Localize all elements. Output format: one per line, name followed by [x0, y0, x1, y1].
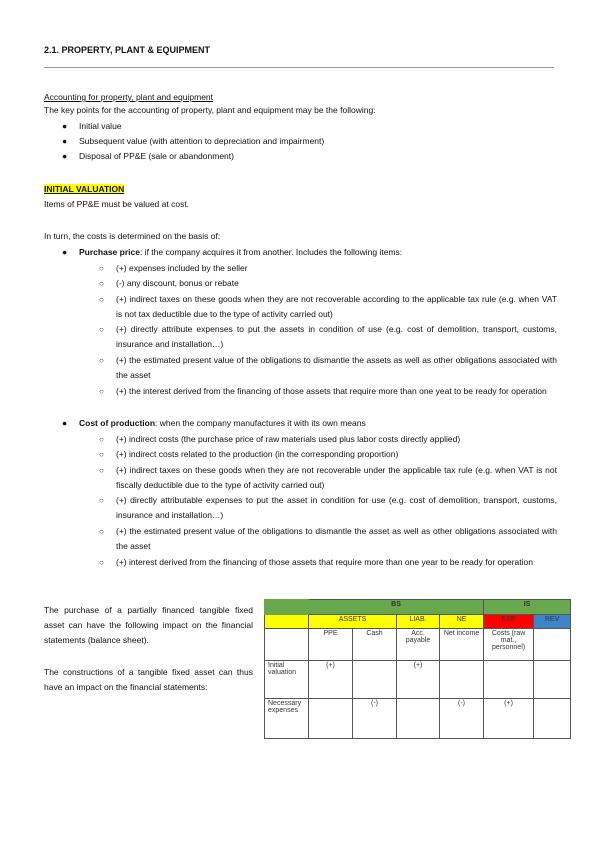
- purchase-price-label: Purchase price: [79, 247, 140, 257]
- col-ppe: PPE: [309, 629, 353, 661]
- list-item: ○ (+) the interest derived from the financing of those assets that require more than one yeat to be ready for operation: [99, 384, 557, 399]
- list-item: ○ (+) directly attribute expenses to put the assets in condition of use (e.g. cost of demolition, transport, customs, insurance and installation…): [99, 324, 557, 349]
- bullet-icon: ●: [62, 247, 68, 257]
- section-title: 2.1. PROPERTY, PLANT & EQUIPMENT: [44, 45, 211, 55]
- ne-header: NE: [440, 615, 484, 629]
- financial-impact-table: [264, 599, 571, 739]
- assets-header: ASSETS: [309, 615, 397, 629]
- list-item: ○ (+) the estimated present value of the obligations to dismantle the asset as well as other obligations associated with the asset: [99, 526, 557, 551]
- bullet-icon: ●: [62, 136, 68, 146]
- list-item: ○ (+) indirect costs related to the production (in the corresponding proportion): [99, 447, 557, 462]
- costs-basis: In turn, the costs is determined on the basis of:: [44, 231, 221, 241]
- list-item: ○ (+) indirect taxes on these goods when they are not recoverable according to the applicable tax rule (e.g. when VAT is not tax deductible due to the type of activity carried out): [99, 294, 557, 319]
- list-item: ○ (+) expenses included by the seller: [99, 261, 557, 276]
- side-text-purchase: The purchase of a partially financed tangible fixed asset can have the following impact on the financial statements (balance sheet).: [44, 605, 253, 645]
- cost-of-production-label: Cost of production: [79, 418, 156, 428]
- bs-header: BS: [309, 600, 484, 615]
- valued-at-cost: Items of PP&E must be valued at cost.: [44, 199, 190, 209]
- divider: [44, 67, 554, 68]
- list-item: ○ (-) any discount, bonus or rebate: [99, 276, 557, 291]
- list-item: ○ (+) indirect taxes on these goods when they are not recoverable under the applicable tax rule (e.g. when VAT is not fiscally deductible due to the type of activity carried out): [99, 465, 557, 490]
- row-label: Necessary expenses: [265, 699, 309, 739]
- circle-bullet-icon: ○: [99, 325, 104, 334]
- circle-bullet-icon: ○: [99, 558, 104, 567]
- circle-bullet-icon: ○: [99, 496, 104, 505]
- initial-valuation-heading: INITIAL VALUATION: [44, 184, 125, 194]
- circle-bullet-icon: ○: [99, 527, 104, 536]
- is-header: IS: [484, 600, 571, 615]
- circle-bullet-icon: ○: [99, 264, 104, 273]
- key-points-intro: The key points for the accounting of property, plant and equipment may be the following:: [44, 105, 376, 115]
- liab-header: LIAB.: [397, 615, 440, 629]
- bullet-icon: ●: [62, 418, 68, 428]
- table-row: Initial valuation (+) (+): [265, 661, 571, 699]
- col-net-income: Net income: [440, 629, 484, 661]
- row-label: Initial valuation: [265, 661, 309, 699]
- col-acc-payable: Acc. payable: [397, 629, 440, 661]
- circle-bullet-icon: ○: [99, 450, 104, 459]
- col-cash: Cash: [353, 629, 397, 661]
- circle-bullet-icon: ○: [99, 466, 104, 475]
- table-row: Necessary expenses (-) (-) (+): [265, 699, 571, 739]
- circle-bullet-icon: ○: [99, 356, 104, 365]
- col-costs: Costs (raw mat., personnel): [484, 629, 534, 661]
- list-item: ○ (+) indirect costs (the purchase price of raw materials used plus labor costs directly applied): [99, 432, 557, 447]
- circle-bullet-icon: ○: [99, 387, 104, 396]
- side-text-construction: The constructions of a tangible fixed asset can thus have an impact on the financial statements:: [44, 667, 253, 692]
- list-item: ○ (+) interest derived from the financing of those assets that require more than one year to be ready for operation: [99, 555, 557, 570]
- circle-bullet-icon: ○: [99, 295, 104, 304]
- accounting-heading: Accounting for property, plant and equipment: [44, 92, 214, 102]
- bullet-icon: ●: [62, 121, 68, 131]
- circle-bullet-icon: ○: [99, 435, 104, 444]
- list-item: ○ (+) the estimated present value of the obligations to dismantle the assets as well as other obligations associated with the asset: [99, 355, 557, 380]
- circle-bullet-icon: ○: [99, 279, 104, 288]
- bullet-icon: ●: [62, 151, 68, 161]
- rev-header: REV: [534, 615, 571, 629]
- exp-header: EXP: [484, 615, 534, 629]
- list-item: ○ (+) directly attributable expenses to put the asset in condition for use (e.g. cost of demolition, transport, customs, insurance and installation…): [99, 495, 557, 520]
